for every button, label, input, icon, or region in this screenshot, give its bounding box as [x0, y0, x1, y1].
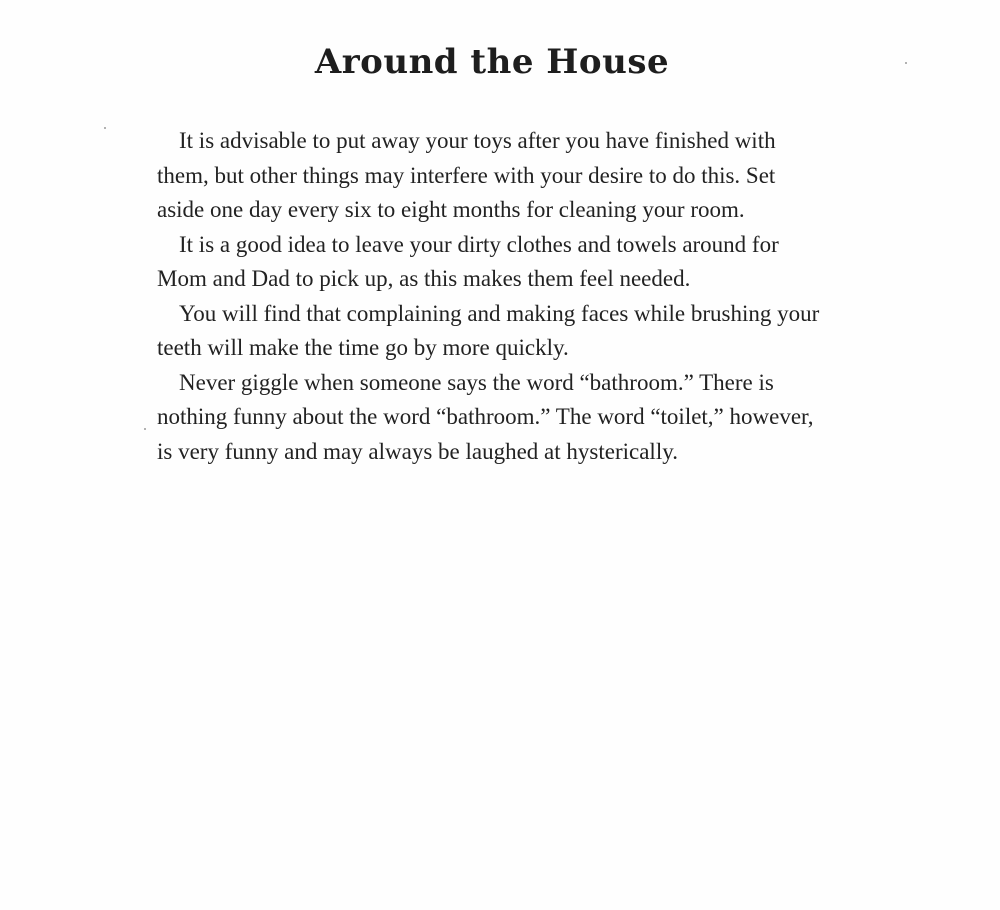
scan-speck: [144, 428, 146, 430]
page-title: Around the House: [314, 42, 670, 82]
paragraph-toys: It is advisable to put away your toys after you have finished with them, but other things may interfere with your desire to do this. Set aside one day every six to eight months for cleaning your room.: [157, 128, 776, 222]
paragraph-clothes: It is a good idea to leave your dirty clothes and towels around for Mom and Dad to pick up, as this makes them feel needed.: [157, 231, 779, 291]
paragraph-bathroom: Never giggle when someone says the word “bathroom.” There is nothing funny about the word “bathroom.” The word “toilet,” however, is very funny and may always be laughed at hysterically.: [157, 369, 814, 464]
scan-speck: [104, 127, 106, 129]
paragraph-teeth: You will find that complaining and making faces while brushing your teeth will make the time go by more quickly.: [157, 300, 820, 360]
body-text: [157, 124, 827, 469]
scan-speck: [905, 62, 907, 64]
